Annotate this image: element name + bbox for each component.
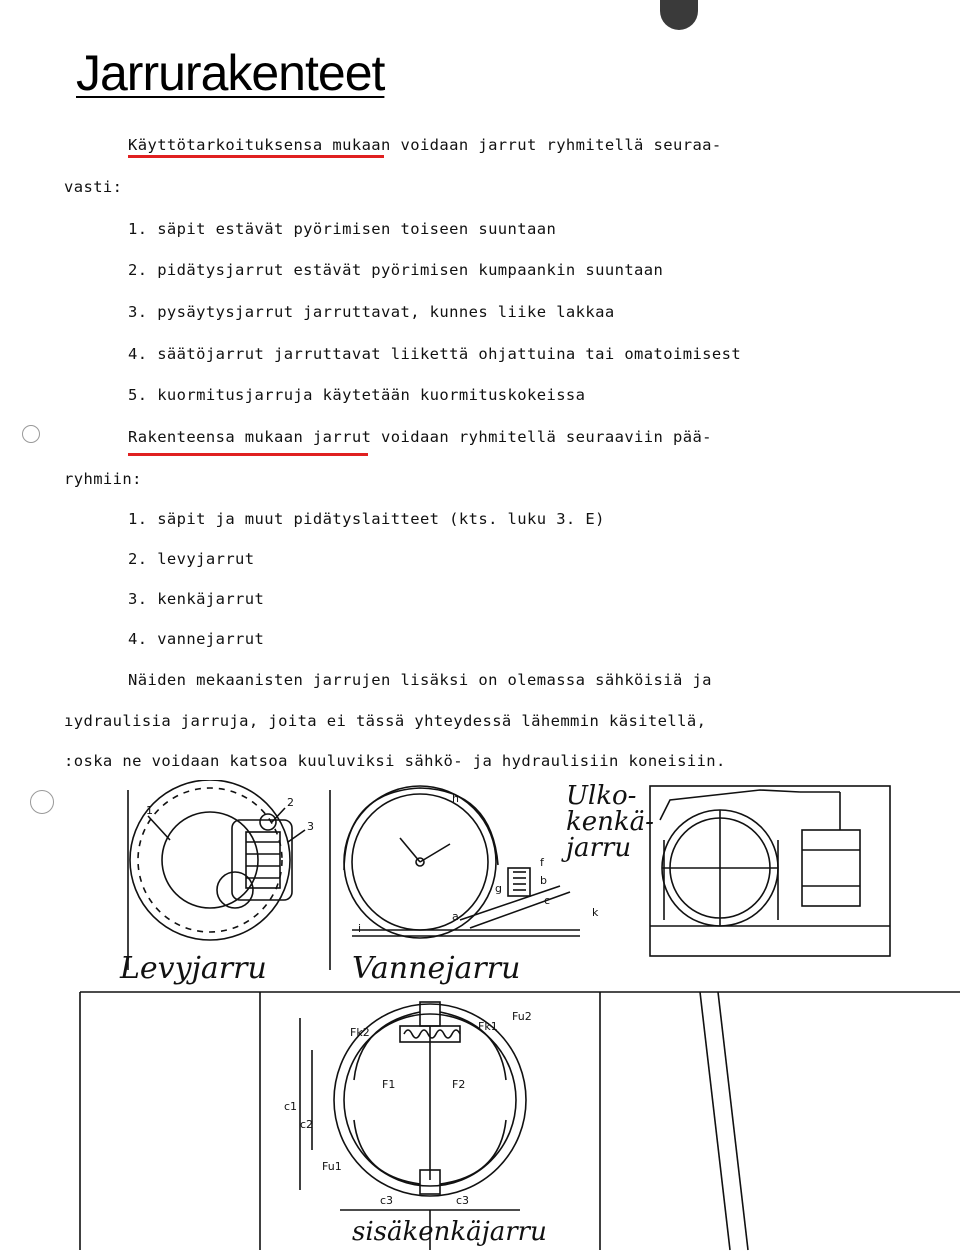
disc-label: 3 bbox=[307, 820, 314, 833]
disc-brake-caption: Levyjarru bbox=[120, 951, 267, 986]
disc-brake-figure bbox=[119, 780, 314, 986]
page-title: Jarrurakenteet bbox=[76, 45, 385, 101]
disc-label: 1 bbox=[146, 804, 153, 817]
inner-label: Fk2 bbox=[350, 1026, 370, 1039]
band-label: k bbox=[592, 906, 599, 919]
list-item: 3. pysäytysjarrut jarruttavat, kunnes liike lakkaa bbox=[128, 303, 615, 321]
outer-shoe-caption: jarru bbox=[566, 833, 632, 863]
intro-line-cont: ryhmiin: bbox=[64, 470, 142, 488]
list-item: 5. kuormitusjarruja käytetään kuormituskokeissa bbox=[128, 386, 586, 404]
list-item: 1. säpit ja muut pidätyslaitteet (kts. luku 3. E) bbox=[128, 510, 605, 528]
inner-label: c3 bbox=[456, 1194, 470, 1207]
outro-line: :oska ne voidaan katsoa kuuluviksi sähkö- ja hydraulisiin koneisiin. bbox=[64, 752, 726, 770]
scan-speck bbox=[22, 425, 40, 443]
list-item: 2. pidätysjarrut estävät pyörimisen kumpaankin suuntaan bbox=[128, 261, 664, 279]
list-item: 3. kenkäjarrut bbox=[128, 590, 265, 608]
band-brake-caption: Vannejarru bbox=[352, 951, 521, 986]
outer-shoe-caption: Ulko- bbox=[566, 781, 637, 811]
outro-line: Näiden mekaanisten jarrujen lisäksi on olemassa sähköisiä ja bbox=[128, 671, 712, 689]
inner-label: Fu1 bbox=[322, 1160, 342, 1173]
inner-label: F1 bbox=[382, 1078, 396, 1091]
band-label: f bbox=[540, 856, 544, 869]
band-label: b bbox=[540, 874, 547, 887]
band-label: h bbox=[452, 792, 459, 805]
intro-line: Käyttötarkoituksensa mukaan voidaan jarrut ryhmitellä seuraa- bbox=[128, 136, 722, 154]
red-underline bbox=[128, 453, 368, 456]
outer-shoe-caption: kenkä- bbox=[566, 807, 654, 837]
outer-shoe-brake-figure bbox=[561, 781, 890, 956]
band-label: c bbox=[544, 894, 551, 907]
band-brake-figure bbox=[330, 786, 599, 986]
band-label: g bbox=[495, 882, 502, 895]
intro-line-cont: vasti: bbox=[64, 178, 123, 196]
inner-shoe-brake-figure bbox=[80, 992, 960, 1250]
inner-shoe-caption: sisäkenkäjarru bbox=[352, 1217, 547, 1247]
inner-label: c1 bbox=[284, 1100, 298, 1113]
list-item: 1. säpit estävät pyörimisen toiseen suuntaan bbox=[128, 220, 557, 238]
list-item: 2. levyjarrut bbox=[128, 550, 255, 568]
inner-label: F2 bbox=[452, 1078, 466, 1091]
inner-label: Fk1 bbox=[478, 1020, 498, 1033]
list-item: 4. säätöjarrut jarruttavat liikettä ohjattuina tai omatoimisest bbox=[128, 345, 742, 363]
punch-hole bbox=[660, 0, 698, 30]
band-label: a bbox=[452, 910, 459, 923]
brake-figures bbox=[0, 780, 960, 1251]
inner-label: Fu2 bbox=[512, 1010, 532, 1023]
intro-line: Rakenteensa mukaan jarrut voidaan ryhmitellä seuraaviin pää- bbox=[128, 428, 712, 446]
red-underline bbox=[128, 155, 384, 158]
list-item: 4. vannejarrut bbox=[128, 630, 265, 648]
outro-line: ıydraulisia jarruja, joita ei tässä yhteydessä lähemmin käsitellä, bbox=[64, 712, 707, 730]
inner-label: c2 bbox=[300, 1118, 314, 1131]
band-label: i bbox=[358, 922, 362, 935]
inner-label: c3 bbox=[380, 1194, 394, 1207]
disc-label: 2 bbox=[287, 796, 294, 809]
